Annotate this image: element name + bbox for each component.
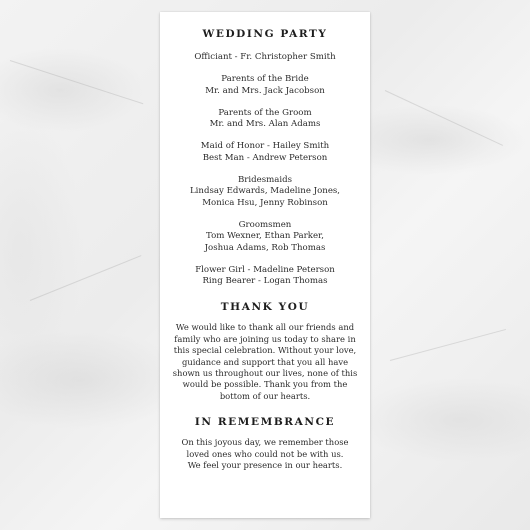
remembrance-line: loved ones who could not be with us. [186,448,344,459]
wedding-party-heading: WEDDING PARTY [202,28,328,40]
list-item: Parents of the Groom [218,107,312,118]
marble-vein [30,255,142,301]
remembrance-section [168,416,362,471]
honor-attendants-group [168,141,362,164]
list-item: Parents of the Bride [221,74,309,85]
marble-vein [390,329,506,361]
list-item: Mr. and Mrs. Jack Jacobson [205,85,325,96]
wedding-program-card [160,12,370,518]
marble-vein [385,90,503,146]
remembrance-line: We feel your presence in our hearts. [187,460,343,471]
remembrance-heading: IN REMEMBRANCE [194,416,336,429]
thank-you-line: this special celebration. Without your love, [173,345,357,356]
list-item: Tom Wexner, Ethan Parker, [206,231,324,242]
wedding-party-section [168,28,362,287]
bridesmaids-group [168,175,362,209]
list-item: Flower Girl - Madeline Peterson [195,264,335,275]
list-item: Bridesmaids [237,175,293,186]
list-item: Best Man - Andrew Peterson [202,152,328,163]
thank-you-line: would be possible. Thank you from the [182,379,348,390]
list-item: Joshua Adams, Rob Thomas [204,242,326,253]
list-item: Mr. and Mrs. Alan Adams [209,119,321,130]
remembrance-line: On this joyous day, we remember those [181,437,349,448]
thank-you-line: guidance and support that you all have [181,356,349,367]
thank-you-line: family who are joining us today to share in [174,333,356,344]
list-item: Maid of Honor - Hailey Smith [200,141,330,152]
marble-vein [10,60,143,104]
list-item: Lindsay Edwards, Madeline Jones, [189,186,341,197]
parents-of-groom-group [168,108,362,131]
groomsmen-group [168,220,362,254]
thank-you-line: shown us throughout our lives, none of this [172,368,358,379]
list-item: Groomsmen [238,219,292,230]
thank-you-heading: THANK YOU [220,301,310,314]
children-attendants-group [168,265,362,288]
thank-you-line: We would like to thank all our friends and [175,322,355,333]
list-item: Officiant - Fr. Christopher Smith [194,52,336,62]
thank-you-section [168,301,362,402]
list-item: Ring Bearer - Logan Thomas [202,276,328,287]
officiant-group [168,52,362,63]
list-item: Monica Hsu, Jenny Robinson [202,197,328,208]
parents-of-bride-group [168,74,362,97]
thank-you-line: bottom of our hearts. [219,390,311,401]
